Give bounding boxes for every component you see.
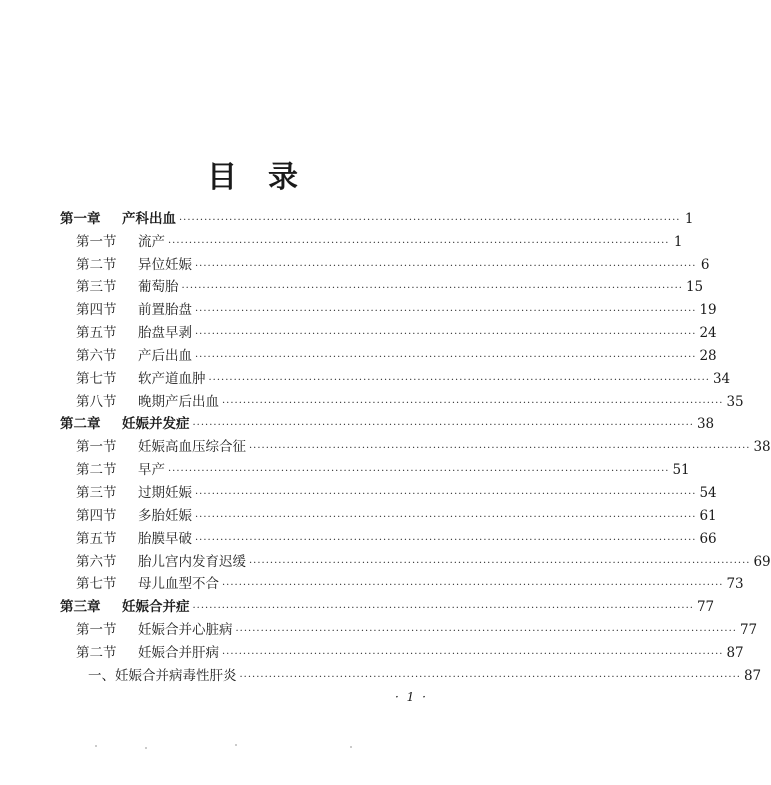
toc-entry-section xyxy=(60,616,758,639)
toc-entry-label xyxy=(60,508,192,525)
toc-entry-section xyxy=(60,433,771,456)
toc-entry-section xyxy=(60,548,771,571)
toc-entry-label xyxy=(60,485,192,502)
toc-entry-page: 66 xyxy=(699,530,717,547)
toc-leader-dots: ························································································································ xyxy=(181,283,683,295)
toc-entry-title: 晚期产后出血 xyxy=(138,393,219,410)
toc-leader-dots: ························································································································ xyxy=(222,580,724,592)
toc-leader-dots: ························································································································ xyxy=(168,466,670,478)
toc-entry-page: 73 xyxy=(726,576,744,593)
toc-entry-title: 过期妊娠 xyxy=(138,484,192,501)
toc-leader-dots: ························································································································ xyxy=(249,443,751,455)
scan-speck xyxy=(95,745,97,747)
toc-entry-label xyxy=(60,234,165,251)
toc-entry-sub xyxy=(60,662,762,685)
title-char-1: 目 xyxy=(207,160,237,195)
toc-entry-section xyxy=(60,274,704,297)
toc-entry-section xyxy=(60,319,717,342)
toc-entry-label xyxy=(60,279,179,296)
toc-entry-page: 1 xyxy=(673,233,683,250)
toc-leader-dots: ························································································································ xyxy=(192,420,694,432)
toc-entry-number: 一、 xyxy=(88,667,115,684)
toc-leader-dots: ························································································································ xyxy=(195,351,697,363)
toc-entry-label xyxy=(60,348,192,365)
toc-entry-page: 77 xyxy=(696,599,715,616)
toc-leader-dots: ························································································································ xyxy=(208,374,710,386)
toc-entry-chapter xyxy=(60,411,715,434)
toc-entry-number: 第二章 xyxy=(60,416,101,433)
toc-entry-number: 第五节 xyxy=(76,530,117,547)
scan-speck xyxy=(235,744,237,746)
toc-entry-number: 第六节 xyxy=(76,553,117,570)
toc-entry-section xyxy=(60,228,683,251)
toc-entry-page: 61 xyxy=(699,507,717,524)
toc-entry-page: 38 xyxy=(753,439,771,456)
toc-entry-section xyxy=(60,251,710,274)
toc-entry-number: 第七节 xyxy=(76,576,117,593)
toc-entry-page: 19 xyxy=(699,302,717,319)
toc-entry-title: 胎膜早破 xyxy=(138,530,192,547)
toc-entry-number: 第一节 xyxy=(76,439,117,456)
toc-entry-section xyxy=(60,479,717,502)
toc-entry-title: 母儿血型不合 xyxy=(138,576,219,593)
toc-entry-label xyxy=(60,371,206,388)
toc-entry-label xyxy=(60,416,190,433)
toc-entry-number: 第四节 xyxy=(76,302,117,319)
toc-entry-number: 第一节 xyxy=(76,622,117,639)
toc-entry-label xyxy=(60,394,219,411)
toc-leader-dots: ························································································································ xyxy=(235,626,737,638)
toc-entry-title: 胎儿宫内发育迟缓 xyxy=(138,553,246,570)
toc-entry-number: 第二节 xyxy=(76,644,117,661)
toc-entry-number: 第一章 xyxy=(60,210,101,227)
toc-entry-label xyxy=(60,302,192,319)
toc-entry-section xyxy=(60,502,717,525)
toc-entry-number: 第七节 xyxy=(76,370,117,387)
toc-entry-chapter xyxy=(60,593,715,616)
toc-entry-title: 妊娠高血压综合征 xyxy=(138,439,246,456)
toc-entry-section xyxy=(60,388,744,411)
toc-entry-page: 54 xyxy=(699,484,717,501)
toc-entry-page: 28 xyxy=(699,347,717,364)
toc-entry-number: 第三节 xyxy=(76,484,117,501)
toc-entry-page: 38 xyxy=(696,416,715,433)
toc-entry-number: 第三章 xyxy=(60,599,101,616)
toc-entry-label xyxy=(60,554,246,571)
toc-entry-page: 15 xyxy=(685,279,704,296)
toc-entry-title: 异位妊娠 xyxy=(138,256,192,273)
toc-entry-title: 妊娠合并症 xyxy=(122,599,190,616)
toc-entry-section xyxy=(60,296,717,319)
toc-entry-section xyxy=(60,525,717,548)
toc-entry-label xyxy=(60,257,192,274)
toc-entry-number: 第八节 xyxy=(76,393,117,410)
toc-entry-title: 流产 xyxy=(138,233,165,250)
toc-entry-number: 第三节 xyxy=(76,279,117,296)
toc-entry-page: 77 xyxy=(739,622,758,639)
toc-entry-title: 妊娠合并肝病 xyxy=(138,644,219,661)
toc-leader-dots: ························································································································ xyxy=(192,603,694,615)
toc-entry-title: 产科出血 xyxy=(122,210,176,227)
toc-leader-dots: ························································································································ xyxy=(222,648,724,660)
toc-entry-label xyxy=(60,439,246,456)
toc-entry-page: 51 xyxy=(672,462,690,479)
toc-entry-label xyxy=(60,325,192,342)
toc-entry-title: 妊娠合并心脏病 xyxy=(138,622,233,639)
toc-entry-page: 1 xyxy=(684,210,694,227)
scan-speck xyxy=(145,747,147,749)
toc-entry-label xyxy=(60,622,233,639)
toc-leader-dots: ························································································································ xyxy=(168,237,670,249)
toc-entry-title: 多胎妊娠 xyxy=(138,507,192,524)
toc-entry-page: 69 xyxy=(753,553,771,570)
toc-entry-number: 第四节 xyxy=(76,507,117,524)
toc-entry-section xyxy=(60,342,717,365)
toc-entry-page: 34 xyxy=(712,370,731,387)
toc-leader-dots: ························································································································ xyxy=(195,534,697,546)
toc-entry-page: 6 xyxy=(700,256,710,273)
toc-entry-label xyxy=(60,668,237,685)
page-number: · 1 · xyxy=(395,690,428,704)
toc-entry-page: 87 xyxy=(726,644,744,661)
scan-speck xyxy=(350,746,352,748)
toc-entry-title: 胎盘早剥 xyxy=(138,325,192,342)
toc-leader-dots: ························································································································ xyxy=(195,488,697,500)
toc-entry-number: 第一节 xyxy=(76,233,117,250)
toc-leader-dots: ························································································································ xyxy=(249,557,751,569)
toc-entry-title: 前置胎盘 xyxy=(138,302,192,319)
toc-entry-title: 产后出血 xyxy=(138,347,192,364)
toc-entry-label xyxy=(60,576,219,593)
toc-entry-label xyxy=(60,531,192,548)
toc-entry-label xyxy=(60,462,165,479)
toc-leader-dots: ························································································································ xyxy=(195,260,697,272)
toc-entry-page: 24 xyxy=(699,325,717,342)
toc-entry-page: 87 xyxy=(743,667,762,684)
toc-entry-title: 妊娠合并病毒性肝炎 xyxy=(115,667,237,684)
toc-entry-number: 第二节 xyxy=(76,256,117,273)
toc-entry-title: 葡萄胎 xyxy=(138,279,179,296)
toc-entry-title: 软产道血肿 xyxy=(138,370,206,387)
toc-entry-number: 第五节 xyxy=(76,325,117,342)
toc-leader-dots: ························································································································ xyxy=(195,511,697,523)
toc-leader-dots: ························································································································ xyxy=(179,214,681,226)
toc-entry-section xyxy=(60,365,731,388)
toc-entry-label xyxy=(60,211,176,228)
toc-entry-chapter xyxy=(60,205,694,228)
toc-leader-dots: ························································································································ xyxy=(222,397,724,409)
title-char-2: 录 xyxy=(268,160,298,195)
toc-entry-number: 第六节 xyxy=(76,347,117,364)
toc-leader-dots: ························································································································ xyxy=(239,671,741,683)
toc-entry-title: 妊娠并发症 xyxy=(122,416,190,433)
table-of-contents xyxy=(60,205,771,685)
toc-entry-section xyxy=(60,456,690,479)
toc-entry-number: 第二节 xyxy=(76,462,117,479)
toc-entry-label xyxy=(60,599,190,616)
toc-entry-section xyxy=(60,571,744,594)
toc-entry-section xyxy=(60,639,744,662)
toc-leader-dots: ························································································································ xyxy=(195,306,697,318)
toc-entry-page: 35 xyxy=(726,393,744,410)
toc-entry-label xyxy=(60,645,219,662)
toc-leader-dots: ························································································································ xyxy=(195,329,697,341)
toc-entry-title: 早产 xyxy=(138,462,165,479)
